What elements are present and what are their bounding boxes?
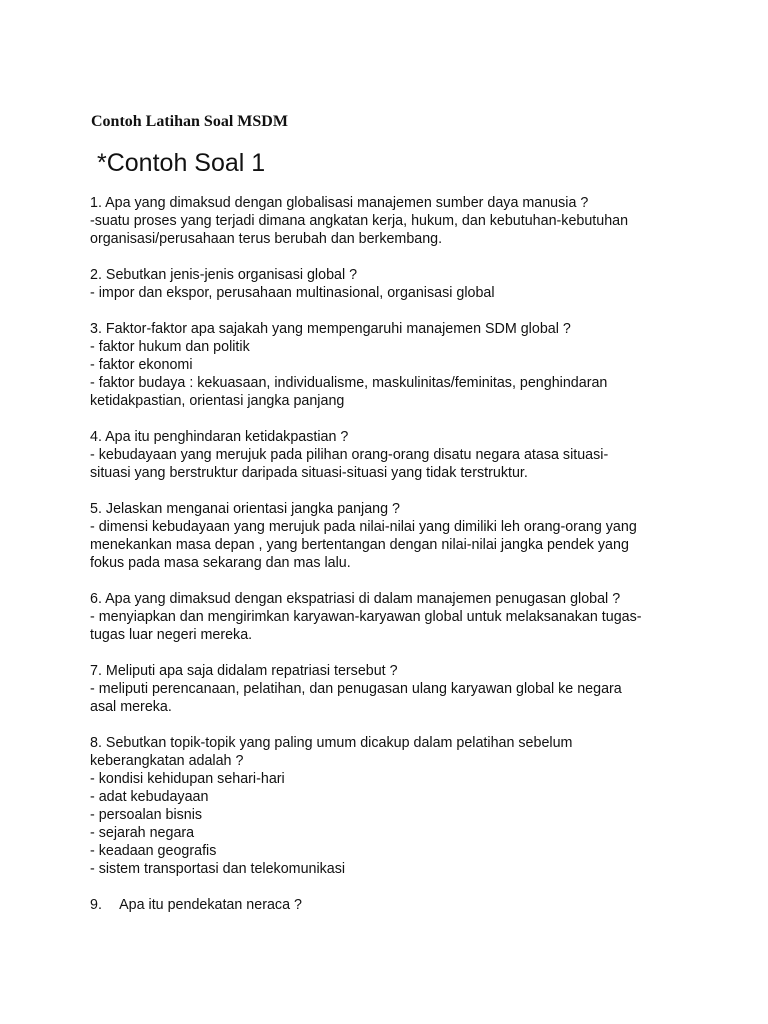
question-number: 3. (90, 321, 102, 337)
answer-line: situasi yang berstruktur daripada situasi-situasi yang tidak terstruktur. (90, 465, 528, 481)
answer-line: -suatu proses yang terjadi dimana angkatan kerja, hukum, dan kebutuhan-kebutuhan (90, 213, 629, 229)
question-number: 5. (90, 501, 102, 517)
question-number: 4. (90, 429, 102, 445)
question-item-9 (90, 896, 690, 914)
answer-line: tugas luar negeri mereka. (90, 627, 253, 643)
question-text: 5. Jelaskan menganai orientasi jangka panjang ? (90, 501, 401, 517)
answer-line: - sejarah negara (90, 825, 195, 841)
question-number: 7. (90, 663, 102, 679)
answer-line: - adat kebudayaan (90, 789, 209, 805)
question-text-continued: keberangkatan adalah ? (90, 753, 244, 769)
answer-line: - menyiapkan dan mengirimkan karyawan-karyawan global untuk melaksanakan tugas- (90, 609, 642, 625)
answer-line: organisasi/perusahaan terus berubah dan berkembang. (90, 231, 443, 247)
answer-line: - faktor budaya : kekuasaan, individualisme, maskulinitas/feminitas, penghindaran (90, 375, 608, 391)
question-text: 2. Sebutkan jenis-jenis organisasi global ? (90, 267, 358, 283)
question-number: 1. (90, 195, 102, 211)
answer-line: - meliputi perencanaan, pelatihan, dan penugasan ulang karyawan global ke negara (90, 681, 622, 697)
question-item-3 (90, 320, 690, 410)
answer-line: - kebudayaan yang merujuk pada pilihan orang-orang disatu negara atasa situasi- (90, 447, 609, 463)
answer-line: ketidakpastian, orientasi jangka panjang (90, 393, 345, 409)
question-number: 8. (90, 735, 102, 751)
question-text: 6. Apa yang dimaksud dengan ekspatriasi di dalam manajemen penugasan global ? (90, 591, 621, 607)
answer-line: - sistem transportasi dan telekomunikasi (90, 861, 346, 877)
question-item-1 (90, 194, 690, 248)
question-item-6 (90, 590, 690, 644)
question-item-7 (90, 662, 690, 716)
question-text: 8. Sebutkan topik-topik yang paling umum dicakup dalam pelatihan sebelum (90, 735, 573, 751)
question-text: 7. Meliputi apa saja didalam repatriasi tersebut ? (90, 663, 398, 679)
answer-line: - keadaan geografis (90, 843, 217, 859)
question-item-2 (90, 266, 690, 302)
question-item-4 (90, 428, 690, 482)
document-title: Contoh Latihan Soal MSDM (91, 113, 288, 130)
answer-line: - persoalan bisnis (90, 807, 203, 823)
question-number: 2. (90, 267, 102, 283)
answer-line: - impor dan ekspor, perusahaan multinasional, organisasi global (90, 285, 495, 301)
question-text: 9. Apa itu pendekatan neraca ? (90, 897, 302, 913)
question-number: 6. (90, 591, 102, 607)
question-text: 4. Apa itu penghindaran ketidakpastian ? (90, 429, 349, 445)
answer-line: - dimensi kebudayaan yang merujuk pada nilai-nilai yang dimiliki leh orang-orang yang (90, 519, 637, 535)
answer-line: asal mereka. (90, 699, 172, 715)
answer-line: - faktor ekonomi (90, 357, 193, 373)
answer-line: - faktor hukum dan politik (90, 339, 250, 355)
answer-line: - kondisi kehidupan sehari-hari (90, 771, 285, 787)
question-item-5 (90, 500, 690, 572)
section-heading: *Contoh Soal 1 (97, 149, 266, 177)
answer-line: menekankan masa depan , yang bertentangan dengan nilai-nilai jangka pendek yang (90, 537, 629, 553)
answer-line: fokus pada masa sekarang dan mas lalu. (90, 555, 351, 571)
question-text: 3. Faktor-faktor apa sajakah yang mempengaruhi manajemen SDM global ? (90, 321, 571, 337)
question-number: 9. (90, 897, 102, 913)
question-item-8 (90, 734, 690, 878)
question-list (90, 194, 690, 932)
question-text: 1. Apa yang dimaksud dengan globalisasi manajemen sumber daya manusia ? (90, 195, 589, 211)
